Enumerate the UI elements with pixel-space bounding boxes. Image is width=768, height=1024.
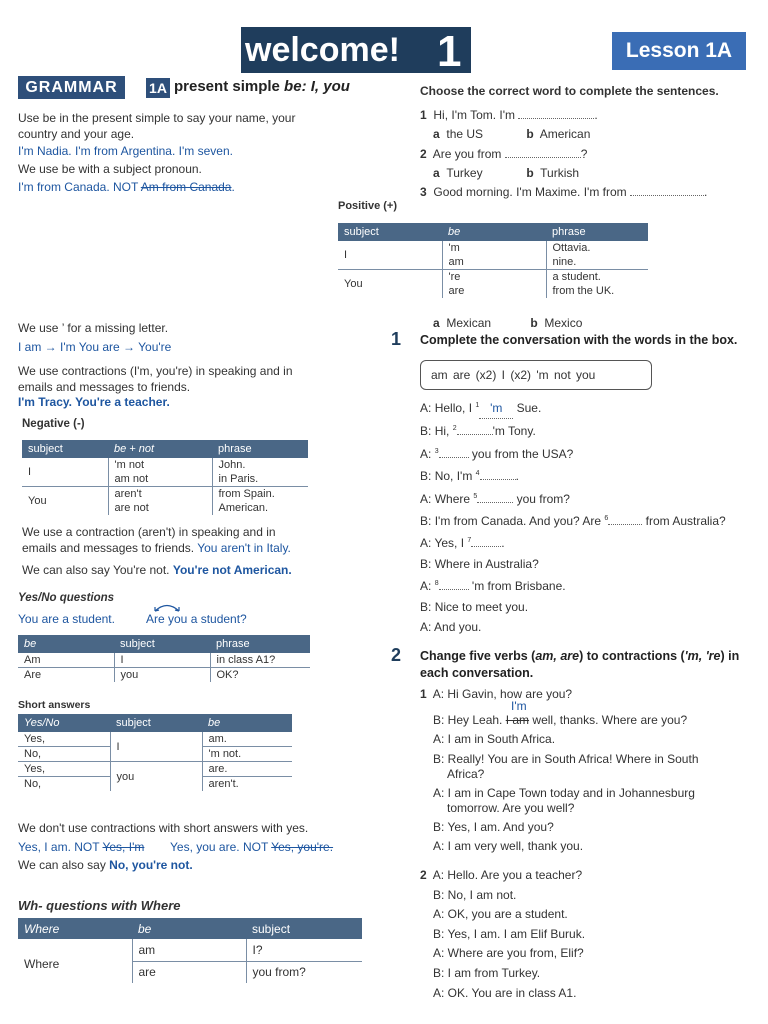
word-box: am are (x2) I (x2) 'm not you — [420, 360, 652, 390]
apostrophe-example: I am → I'm You are → You're — [18, 340, 172, 354]
wh-table: Where be subject Where am I? are you from? — [18, 918, 362, 983]
exercise-0-items — [420, 106, 707, 202]
answer-blank[interactable] — [480, 479, 516, 480]
lesson-badge: 1A — [146, 78, 170, 98]
yesno-statement: You are a student. — [18, 612, 115, 626]
answer-blank[interactable] — [457, 434, 493, 435]
exercise-2-conversation-1 — [420, 685, 730, 857]
exercise-1-conversation — [420, 396, 730, 637]
dialogue-line: 2 A: Hello. Are you a teacher? — [420, 868, 583, 882]
also-say-note: We can also say You're not. You're not American. — [22, 563, 292, 577]
lesson-label: Lesson 1A — [612, 32, 746, 70]
dialogue-line: B: Hi, $^2$ 'm Tony. — [420, 424, 536, 439]
exercise-1-number: 1 — [391, 329, 402, 349]
dialogue-line: A: $^8$ 'm from Brisbane. — [420, 579, 566, 594]
dialogue-line: 1 A: Hi Gavin, how are you? — [420, 687, 573, 701]
wh-heading: Wh- questions with Where — [18, 898, 181, 913]
exercise-0-options: a Mexican b Mexico — [433, 316, 583, 330]
dialogue-line: B: Really! You are in South Africa! Where in South Africa? — [433, 751, 699, 781]
answer-blank[interactable] — [439, 589, 469, 590]
dialogue-line: B: Where in Australia? — [420, 556, 539, 571]
short-answer-example-2: Yes, you are. NOT Yes, you're. — [170, 840, 334, 854]
dialogue-line: B: No, I'm $^4$ . — [420, 469, 519, 484]
short-answer-example-1: Yes, I am. NOT Yes, I'm — [18, 840, 145, 854]
yesno-heading: Yes/No questions — [18, 592, 115, 604]
positive-heading: Positive (+) — [338, 200, 397, 212]
negative-note: We use a contraction (aren't) in speaking and in emails and messages to friends. You aren't in Italy. — [22, 525, 291, 556]
exercise-1-title: Complete the conversation with the words in the box. — [420, 333, 738, 347]
answer-blank[interactable] — [505, 157, 581, 158]
dialogue-line: A: OK. You are in class A1. — [433, 985, 577, 1000]
exercise-0-options: a the US b American — [433, 127, 591, 142]
answer-blank[interactable] — [630, 195, 704, 196]
contraction-example: I'm Tracy. You're a teacher. — [18, 395, 170, 409]
also-no-note: We can also say No, you're not. — [18, 858, 193, 872]
contraction-note: We use contractions (I'm, you're) in speaking and in emails and messages to friends. — [18, 364, 293, 395]
exercise-0-options: a Turkey b Turkish — [433, 165, 580, 180]
dialogue-line: A: Where are you from, Elif? — [433, 946, 584, 961]
answer-blank[interactable]: 'm — [479, 398, 513, 419]
yesno-question: Are you a student? — [146, 612, 247, 626]
welcome-title: welcome! — [245, 31, 400, 69]
dialogue-line: A: Where $^5$ you from? — [420, 491, 570, 506]
dialogue-line: B: Nice to meet you. — [420, 599, 529, 614]
apostrophe-note: We use ’ for a missing letter. — [18, 321, 169, 335]
dialogue-line: A: And you. — [420, 620, 482, 635]
exercise-0-item: 2 Are you from ? — [420, 146, 588, 161]
yesno-table: be subject phrase Am I in class A1? Are you OK? — [18, 635, 310, 682]
negative-heading: Negative (-) — [22, 418, 85, 430]
example-1: I'm Nadia. I'm from Argentina. I'm seven. — [18, 144, 233, 158]
negative-table: subject be + not phrase I 'm not John. am not in Paris. You aren't from Spain. are not American. — [22, 440, 308, 515]
answer-blank[interactable] — [471, 546, 501, 547]
swap-arrows-icon — [152, 601, 182, 613]
short-answers-heading: Short answers — [18, 699, 91, 711]
exercise-0-item: 3 Good morning. I'm Maxime. I'm from . — [420, 185, 708, 200]
dialogue-line: I'm B: Hey Leah. I am well, thanks. Where are you? — [433, 698, 688, 727]
dialogue-line: A: $^3$ you from the USA? — [420, 446, 574, 461]
grammar-intro: Use be in the present simple to say your name, your country and your age. — [18, 111, 296, 142]
exercise-2-number: 2 — [391, 645, 402, 665]
dialogue-line: A: Hello, I $^1$ 'm Sue. — [420, 396, 730, 419]
dialogue-line: A: I am in Cape Town today and in Johannesburg tomorrow. Are you well? — [433, 785, 695, 815]
grammar-title: present simple be: I, you — [174, 78, 350, 95]
dialogue-line: B: I'm from Canada. And you? Are $^6$ from Australia? — [420, 514, 726, 529]
short-answer-note: We don't use contractions with short answers with yes. — [18, 821, 309, 835]
dialogue-line: B: Yes, I am. I am Elif Buruk. — [433, 926, 586, 941]
answer-blank[interactable] — [608, 524, 642, 525]
dialogue-line: A: Yes, I $^7$ . — [420, 536, 505, 551]
answer-blank[interactable] — [477, 502, 513, 503]
answer-blank[interactable] — [518, 118, 594, 119]
example-2: I'm from Canada. NOT Am from Canada. — [18, 180, 235, 194]
grammar-rule-2: We use be with a subject pronoun. — [18, 162, 202, 176]
exercise-0-title: Choose the correct word to complete the sentences. — [420, 84, 719, 98]
dialogue-line: A: I am in South Africa. — [433, 732, 556, 747]
unit-number: 1 — [437, 27, 462, 76]
dialogue-line: A: OK, you are a student. — [433, 907, 568, 922]
dialogue-line: B: I am from Turkey. — [433, 965, 541, 980]
dialogue-line: B: Yes, I am. And you? — [433, 819, 554, 834]
dialogue-line: A: I am very well, thank you. — [433, 839, 584, 854]
short-answers-table: Yes/No subject be Yes, I am. No, 'm not. Yes, you are. No, aren't. — [18, 714, 292, 791]
positive-table: subject be phrase I 'm Ottavia. am nine. You 're a student. are from the UK. — [338, 223, 648, 298]
handwritten-correction: I'm — [511, 698, 527, 713]
exercise-2-conversation-2 — [420, 866, 730, 1003]
dialogue-line: B: No, I am not. — [433, 887, 517, 902]
unit-banner — [241, 27, 471, 76]
answer-blank[interactable] — [439, 457, 469, 458]
exercise-2-title: Change five verbs (am, are) to contractions ('m, 're) in each conversation. — [420, 649, 740, 680]
grammar-label: GRAMMAR — [18, 76, 125, 99]
exercise-0-item: 1 Hi, I'm Tom. I'm . — [420, 108, 598, 122]
